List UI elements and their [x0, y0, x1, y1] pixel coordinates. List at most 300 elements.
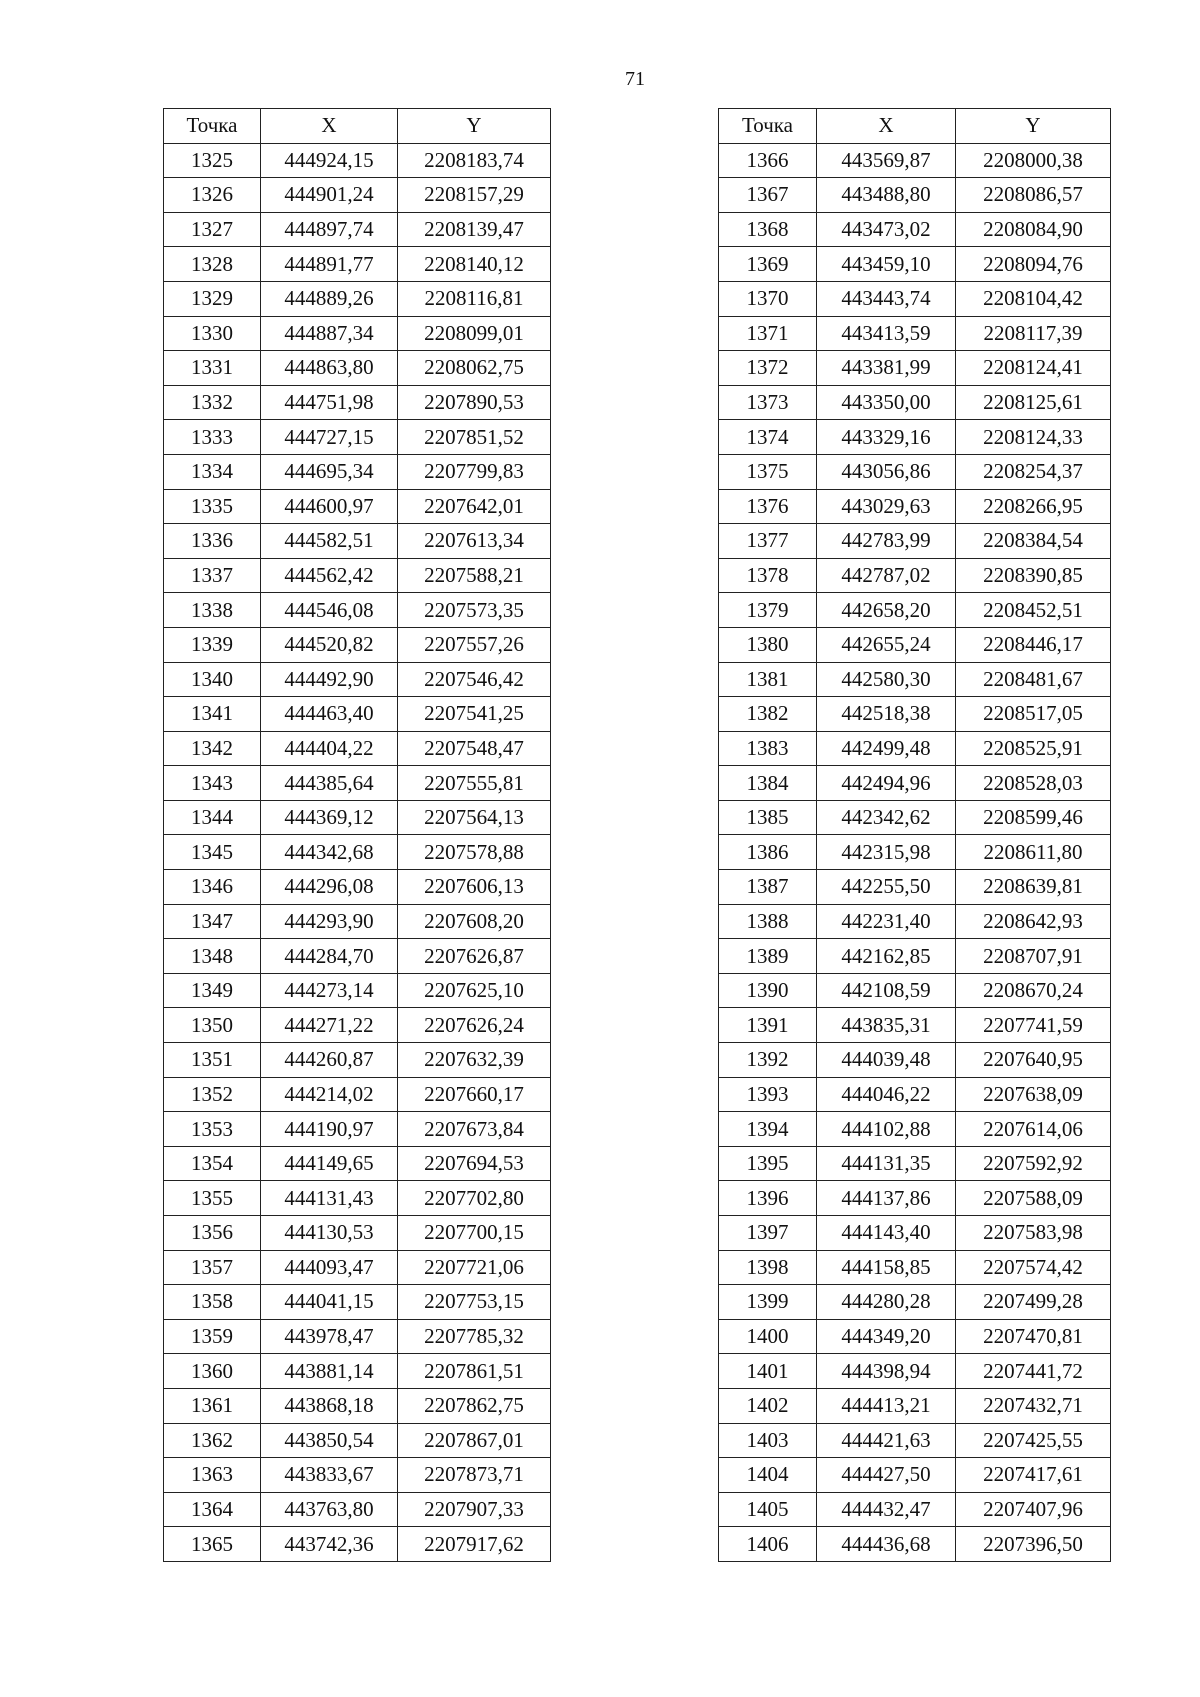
table-row [719, 800, 1111, 835]
y-cell: 2207583,98 [956, 1216, 1111, 1251]
y-cell: 2208124,41 [956, 351, 1111, 386]
table-row [719, 1216, 1111, 1251]
table-row [164, 1181, 551, 1216]
table-row [719, 627, 1111, 662]
point-cell: 1335 [164, 489, 261, 524]
x-cell: 444143,40 [817, 1216, 956, 1251]
table-row [164, 870, 551, 905]
x-cell: 443459,10 [817, 247, 956, 282]
table-row [719, 1319, 1111, 1354]
x-cell: 442162,85 [817, 939, 956, 974]
column-header-point: Точка [164, 109, 261, 144]
table-row [164, 1458, 551, 1493]
point-cell: 1336 [164, 524, 261, 559]
y-cell: 2208140,12 [398, 247, 551, 282]
point-cell: 1347 [164, 904, 261, 939]
point-cell: 1398 [719, 1250, 817, 1285]
x-cell: 444131,43 [261, 1181, 398, 1216]
point-cell: 1353 [164, 1112, 261, 1147]
x-cell: 442787,02 [817, 558, 956, 593]
x-cell: 444421,63 [817, 1423, 956, 1458]
x-cell: 442499,48 [817, 731, 956, 766]
table-row [719, 904, 1111, 939]
y-cell: 2208452,51 [956, 593, 1111, 628]
point-cell: 1368 [719, 212, 817, 247]
x-cell: 444137,86 [817, 1181, 956, 1216]
point-cell: 1328 [164, 247, 261, 282]
column-header-x: X [261, 109, 398, 144]
x-cell: 444897,74 [261, 212, 398, 247]
x-cell: 444149,65 [261, 1146, 398, 1181]
x-cell: 444582,51 [261, 524, 398, 559]
point-cell: 1342 [164, 731, 261, 766]
point-cell: 1341 [164, 697, 261, 732]
y-cell: 2207862,75 [398, 1388, 551, 1423]
table-row [164, 558, 551, 593]
point-cell: 1385 [719, 800, 817, 835]
y-cell: 2207721,06 [398, 1250, 551, 1285]
x-cell: 444398,94 [817, 1354, 956, 1389]
table-row [719, 1458, 1111, 1493]
x-cell: 444492,90 [261, 662, 398, 697]
y-cell: 2207626,24 [398, 1008, 551, 1043]
table-row [719, 1181, 1111, 1216]
x-cell: 444891,77 [261, 247, 398, 282]
table-row [164, 697, 551, 732]
point-cell: 1334 [164, 454, 261, 489]
y-cell: 2208611,80 [956, 835, 1111, 870]
y-cell: 2207614,06 [956, 1112, 1111, 1147]
y-cell: 2208124,33 [956, 420, 1111, 455]
y-cell: 2207640,95 [956, 1043, 1111, 1078]
y-cell: 2207890,53 [398, 385, 551, 420]
point-cell: 1344 [164, 800, 261, 835]
point-cell: 1355 [164, 1181, 261, 1216]
point-cell: 1379 [719, 593, 817, 628]
point-cell: 1348 [164, 939, 261, 974]
point-cell: 1383 [719, 731, 817, 766]
table-row [164, 973, 551, 1008]
y-cell: 2208266,95 [956, 489, 1111, 524]
point-cell: 1367 [719, 178, 817, 213]
x-cell: 444695,34 [261, 454, 398, 489]
table-row [164, 731, 551, 766]
point-cell: 1382 [719, 697, 817, 732]
table-row [719, 593, 1111, 628]
table-row [719, 1388, 1111, 1423]
y-cell: 2207573,35 [398, 593, 551, 628]
x-cell: 444600,97 [261, 489, 398, 524]
y-cell: 2208481,67 [956, 662, 1111, 697]
x-cell: 443056,86 [817, 454, 956, 489]
point-cell: 1350 [164, 1008, 261, 1043]
y-cell: 2207753,15 [398, 1285, 551, 1320]
y-cell: 2207417,61 [956, 1458, 1111, 1493]
table-row [719, 1250, 1111, 1285]
table-row [164, 800, 551, 835]
table-row [164, 766, 551, 801]
y-cell: 2208000,38 [956, 143, 1111, 178]
column-header-x: X [817, 109, 956, 144]
table-row [719, 316, 1111, 351]
table-row [164, 1527, 551, 1562]
y-cell: 2207638,09 [956, 1077, 1111, 1112]
x-cell: 444901,24 [261, 178, 398, 213]
table-row [719, 939, 1111, 974]
x-cell: 444562,42 [261, 558, 398, 593]
point-cell: 1340 [164, 662, 261, 697]
x-cell: 444293,90 [261, 904, 398, 939]
y-cell: 2207632,39 [398, 1043, 551, 1078]
y-cell: 2207555,81 [398, 766, 551, 801]
x-cell: 444520,82 [261, 627, 398, 662]
table-row [719, 697, 1111, 732]
table-row [719, 766, 1111, 801]
point-cell: 1386 [719, 835, 817, 870]
table-row [164, 316, 551, 351]
coordinates-table-left-body [164, 143, 551, 1561]
y-cell: 2207407,96 [956, 1492, 1111, 1527]
point-cell: 1387 [719, 870, 817, 905]
x-cell: 444413,21 [817, 1388, 956, 1423]
table-row [164, 1077, 551, 1112]
point-cell: 1406 [719, 1527, 817, 1562]
table-row [164, 247, 551, 282]
x-cell: 444046,22 [817, 1077, 956, 1112]
y-cell: 2207441,72 [956, 1354, 1111, 1389]
table-row [164, 385, 551, 420]
point-cell: 1390 [719, 973, 817, 1008]
table-row [719, 558, 1111, 593]
point-cell: 1377 [719, 524, 817, 559]
point-cell: 1384 [719, 766, 817, 801]
point-cell: 1361 [164, 1388, 261, 1423]
point-cell: 1330 [164, 316, 261, 351]
y-cell: 2207574,42 [956, 1250, 1111, 1285]
y-cell: 2208094,76 [956, 247, 1111, 282]
point-cell: 1399 [719, 1285, 817, 1320]
x-cell: 443763,80 [261, 1492, 398, 1527]
table-row [719, 143, 1111, 178]
point-cell: 1402 [719, 1388, 817, 1423]
y-cell: 2207541,25 [398, 697, 551, 732]
point-cell: 1331 [164, 351, 261, 386]
y-cell: 2208117,39 [956, 316, 1111, 351]
x-cell: 444041,15 [261, 1285, 398, 1320]
point-cell: 1369 [719, 247, 817, 282]
x-cell: 444273,14 [261, 973, 398, 1008]
x-cell: 444436,68 [817, 1527, 956, 1562]
x-cell: 444214,02 [261, 1077, 398, 1112]
point-cell: 1376 [719, 489, 817, 524]
table-row [719, 524, 1111, 559]
table-row [164, 143, 551, 178]
y-cell: 2207578,88 [398, 835, 551, 870]
table-row [164, 593, 551, 628]
table-row [164, 1319, 551, 1354]
x-cell: 443350,00 [817, 385, 956, 420]
y-cell: 2208670,24 [956, 973, 1111, 1008]
point-cell: 1345 [164, 835, 261, 870]
point-cell: 1396 [719, 1181, 817, 1216]
coordinates-table-left [163, 108, 551, 1562]
x-cell: 443473,02 [817, 212, 956, 247]
table-row [164, 351, 551, 386]
y-cell: 2207548,47 [398, 731, 551, 766]
table-row [719, 1146, 1111, 1181]
y-cell: 2207557,26 [398, 627, 551, 662]
table-row [719, 212, 1111, 247]
y-cell: 2207700,15 [398, 1216, 551, 1251]
table-row [719, 1043, 1111, 1078]
y-cell: 2207642,01 [398, 489, 551, 524]
point-cell: 1357 [164, 1250, 261, 1285]
table-row [164, 1250, 551, 1285]
x-cell: 444260,87 [261, 1043, 398, 1078]
x-cell: 444102,88 [817, 1112, 956, 1147]
y-cell: 2207499,28 [956, 1285, 1111, 1320]
table-row [719, 1285, 1111, 1320]
x-cell: 443978,47 [261, 1319, 398, 1354]
table-row [719, 1112, 1111, 1147]
table-row [719, 489, 1111, 524]
point-cell: 1380 [719, 627, 817, 662]
x-cell: 444546,08 [261, 593, 398, 628]
x-cell: 443833,67 [261, 1458, 398, 1493]
x-cell: 443329,16 [817, 420, 956, 455]
x-cell: 444093,47 [261, 1250, 398, 1285]
x-cell: 442108,59 [817, 973, 956, 1008]
table-row [719, 1077, 1111, 1112]
x-cell: 443881,14 [261, 1354, 398, 1389]
x-cell: 443569,87 [817, 143, 956, 178]
y-cell: 2208084,90 [956, 212, 1111, 247]
point-cell: 1370 [719, 281, 817, 316]
table-row [719, 662, 1111, 697]
table-row [164, 454, 551, 489]
table-row [164, 1043, 551, 1078]
y-cell: 2207396,50 [956, 1527, 1111, 1562]
table-row [719, 281, 1111, 316]
y-cell: 2208254,37 [956, 454, 1111, 489]
x-cell: 444280,28 [817, 1285, 956, 1320]
table-header-row [719, 109, 1111, 144]
table-header-row [164, 109, 551, 144]
y-cell: 2207592,92 [956, 1146, 1111, 1181]
y-cell: 2207785,32 [398, 1319, 551, 1354]
table-row [164, 1216, 551, 1251]
point-cell: 1371 [719, 316, 817, 351]
y-cell: 2207564,13 [398, 800, 551, 835]
point-cell: 1392 [719, 1043, 817, 1078]
point-cell: 1337 [164, 558, 261, 593]
table-row [164, 1146, 551, 1181]
y-cell: 2208183,74 [398, 143, 551, 178]
x-cell: 444727,15 [261, 420, 398, 455]
y-cell: 2207626,87 [398, 939, 551, 974]
point-cell: 1325 [164, 143, 261, 178]
table-row [164, 1423, 551, 1458]
table-row [164, 212, 551, 247]
x-cell: 443029,63 [817, 489, 956, 524]
y-cell: 2207861,51 [398, 1354, 551, 1389]
table-row [719, 420, 1111, 455]
point-cell: 1351 [164, 1043, 261, 1078]
point-cell: 1338 [164, 593, 261, 628]
x-cell: 443488,80 [817, 178, 956, 213]
x-cell: 442315,98 [817, 835, 956, 870]
y-cell: 2207425,55 [956, 1423, 1111, 1458]
x-cell: 444463,40 [261, 697, 398, 732]
point-cell: 1359 [164, 1319, 261, 1354]
y-cell: 2208446,17 [956, 627, 1111, 662]
point-cell: 1381 [719, 662, 817, 697]
y-cell: 2207694,53 [398, 1146, 551, 1181]
point-cell: 1372 [719, 351, 817, 386]
table-row [164, 1492, 551, 1527]
x-cell: 444863,80 [261, 351, 398, 386]
page-number: 71 [625, 68, 645, 90]
y-cell: 2207432,71 [956, 1388, 1111, 1423]
y-cell: 2207608,20 [398, 904, 551, 939]
y-cell: 2208599,46 [956, 800, 1111, 835]
x-cell: 444296,08 [261, 870, 398, 905]
table-row [719, 385, 1111, 420]
table-row [164, 1285, 551, 1320]
x-cell: 444369,12 [261, 800, 398, 835]
y-cell: 2208639,81 [956, 870, 1111, 905]
point-cell: 1389 [719, 939, 817, 974]
y-cell: 2207660,17 [398, 1077, 551, 1112]
point-cell: 1333 [164, 420, 261, 455]
table-row [164, 420, 551, 455]
y-cell: 2207917,62 [398, 1527, 551, 1562]
x-cell: 443868,18 [261, 1388, 398, 1423]
y-cell: 2208086,57 [956, 178, 1111, 213]
point-cell: 1326 [164, 178, 261, 213]
x-cell: 442655,24 [817, 627, 956, 662]
table-row [719, 178, 1111, 213]
x-cell: 444432,47 [817, 1492, 956, 1527]
x-cell: 444349,20 [817, 1319, 956, 1354]
x-cell: 444404,22 [261, 731, 398, 766]
table-row [164, 627, 551, 662]
y-cell: 2208125,61 [956, 385, 1111, 420]
point-cell: 1404 [719, 1458, 817, 1493]
y-cell: 2208157,29 [398, 178, 551, 213]
y-cell: 2208390,85 [956, 558, 1111, 593]
y-cell: 2207625,10 [398, 973, 551, 1008]
y-cell: 2207606,13 [398, 870, 551, 905]
coordinates-table-right-body [719, 143, 1111, 1561]
table-row [719, 835, 1111, 870]
x-cell: 442783,99 [817, 524, 956, 559]
x-cell: 442342,62 [817, 800, 956, 835]
x-cell: 444385,64 [261, 766, 398, 801]
point-cell: 1358 [164, 1285, 261, 1320]
table-row [164, 1008, 551, 1043]
x-cell: 444284,70 [261, 939, 398, 974]
y-cell: 2207799,83 [398, 454, 551, 489]
point-cell: 1405 [719, 1492, 817, 1527]
x-cell: 443381,99 [817, 351, 956, 386]
x-cell: 444158,85 [817, 1250, 956, 1285]
table-row [719, 973, 1111, 1008]
y-cell: 2207907,33 [398, 1492, 551, 1527]
point-cell: 1395 [719, 1146, 817, 1181]
y-cell: 2207588,09 [956, 1181, 1111, 1216]
x-cell: 444039,48 [817, 1043, 956, 1078]
y-cell: 2208116,81 [398, 281, 551, 316]
y-cell: 2208528,03 [956, 766, 1111, 801]
table-row [164, 524, 551, 559]
x-cell: 444130,53 [261, 1216, 398, 1251]
table-row [164, 1112, 551, 1147]
x-cell: 444924,15 [261, 143, 398, 178]
point-cell: 1391 [719, 1008, 817, 1043]
y-cell: 2207588,21 [398, 558, 551, 593]
x-cell: 442658,20 [817, 593, 956, 628]
point-cell: 1327 [164, 212, 261, 247]
x-cell: 443835,31 [817, 1008, 956, 1043]
table-row [164, 1388, 551, 1423]
table-row [719, 1354, 1111, 1389]
table-row [719, 247, 1111, 282]
x-cell: 444342,68 [261, 835, 398, 870]
point-cell: 1397 [719, 1216, 817, 1251]
table-row [719, 1492, 1111, 1527]
point-cell: 1393 [719, 1077, 817, 1112]
point-cell: 1363 [164, 1458, 261, 1493]
y-cell: 2207741,59 [956, 1008, 1111, 1043]
table-row [164, 904, 551, 939]
y-cell: 2208707,91 [956, 939, 1111, 974]
table-row [164, 662, 551, 697]
y-cell: 2207546,42 [398, 662, 551, 697]
y-cell: 2208104,42 [956, 281, 1111, 316]
x-cell: 444190,97 [261, 1112, 398, 1147]
x-cell: 443850,54 [261, 1423, 398, 1458]
x-cell: 442231,40 [817, 904, 956, 939]
y-cell: 2207867,01 [398, 1423, 551, 1458]
point-cell: 1388 [719, 904, 817, 939]
point-cell: 1346 [164, 870, 261, 905]
x-cell: 442518,38 [817, 697, 956, 732]
point-cell: 1360 [164, 1354, 261, 1389]
column-header-y: Y [956, 109, 1111, 144]
y-cell: 2207470,81 [956, 1319, 1111, 1354]
y-cell: 2208099,01 [398, 316, 551, 351]
y-cell: 2207851,52 [398, 420, 551, 455]
y-cell: 2208642,93 [956, 904, 1111, 939]
table-row [719, 1527, 1111, 1562]
point-cell: 1354 [164, 1146, 261, 1181]
point-cell: 1366 [719, 143, 817, 178]
x-cell: 444887,34 [261, 316, 398, 351]
table-row [719, 731, 1111, 766]
point-cell: 1400 [719, 1319, 817, 1354]
point-cell: 1339 [164, 627, 261, 662]
point-cell: 1352 [164, 1077, 261, 1112]
table-row [164, 178, 551, 213]
x-cell: 444889,26 [261, 281, 398, 316]
point-cell: 1356 [164, 1216, 261, 1251]
x-cell: 443413,59 [817, 316, 956, 351]
table-row [719, 870, 1111, 905]
table-row [164, 281, 551, 316]
table-row [719, 1423, 1111, 1458]
x-cell: 442255,50 [817, 870, 956, 905]
